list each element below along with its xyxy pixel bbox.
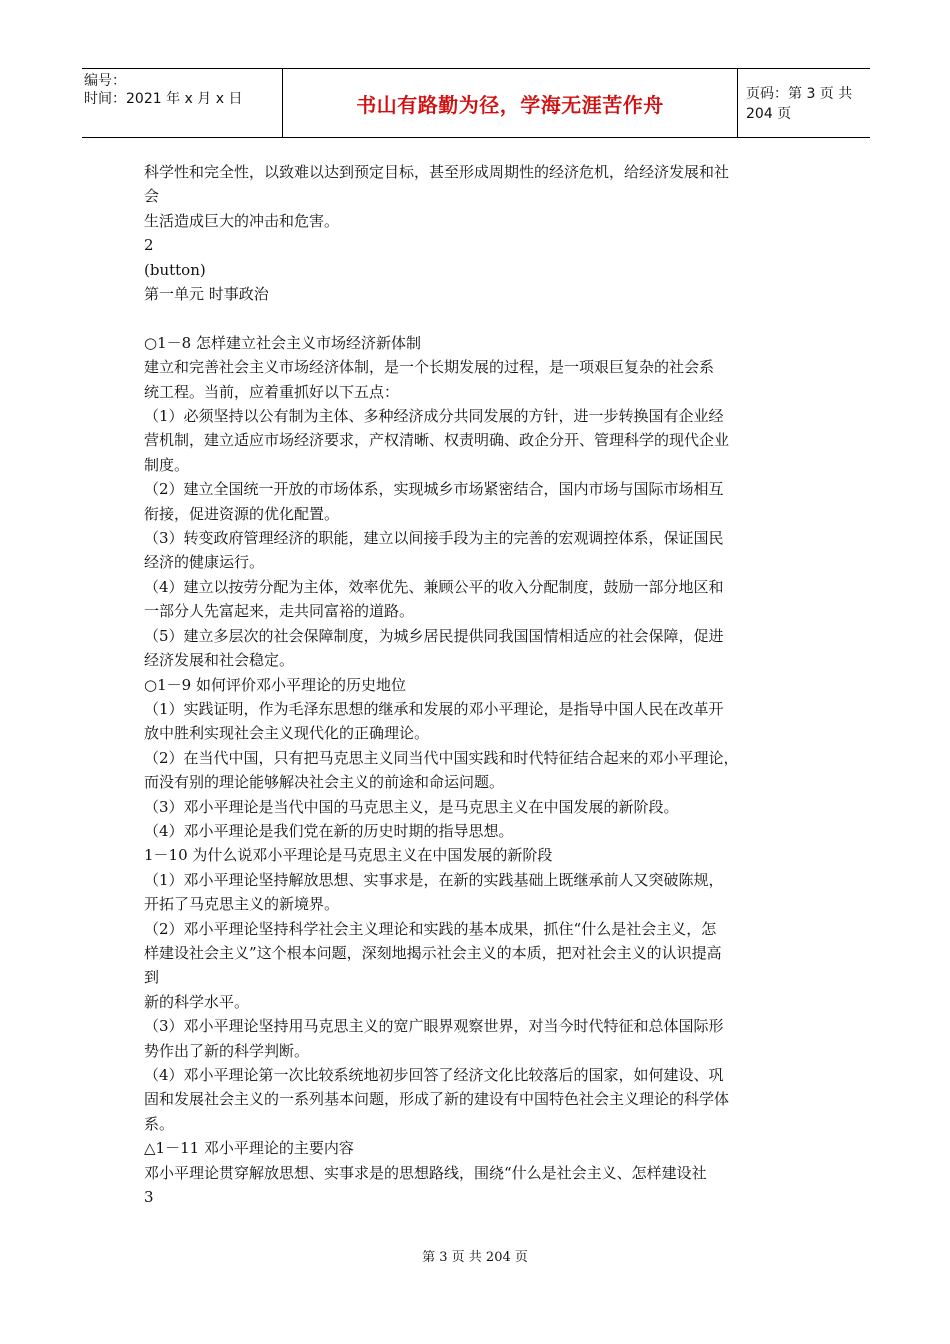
text-line: 统工程。当前，应着重抓好以下五点： [144,382,400,401]
number-label: 编号： [84,73,126,89]
text-line: 第一单元 时事政治 [144,285,269,304]
text-line: 而没有别的理论能够解决社会主义的前途和命运问题。 [144,773,505,792]
text-line: 到 [144,968,160,987]
text-line: △1－11 邓小平理论的主要内容 [144,1139,354,1158]
page-footer [0,1246,950,1265]
text-line: 科学性和完全性，以致难以达到预定目标，甚至形成周期性的经济危机，给经济发展和社 [144,163,730,181]
text-line: 一部分人先富起来，走共同富裕的道路。 [144,602,415,621]
text-line: 制度。 [144,455,190,474]
header-motto-cell [282,69,738,137]
text-line: （2）邓小平理论坚持科学社会主义理论和实践的基本成果，抓住“什么是社会主义，怎 [144,919,717,938]
text-line: （2）建立全国统一开放的市场体系，实现城乡市场紧密结合，国内市场与国际市场相互 [144,480,724,499]
blank-line [144,306,814,330]
text-line: 邓小平理论贯穿解放思想、实事求是的思想路线，围绕“什么是社会主义、怎样建设社 [144,1163,707,1182]
text-line: 样建设社会主义”这个根本问题，深刻地揭示社会主义的本质，把对社会主义的认识提高 [144,943,722,962]
text-line: 系。 [144,1114,175,1133]
header-page-info-cell [738,69,870,137]
text-line: （3）邓小平理论坚持用马克思主义的宽广眼界观察世界，对当今时代特征和总体国际形 [144,1017,724,1036]
page-header [82,68,870,138]
text-line: （4）邓小平理论第一次比较系统地初步回答了经济文化比较落后的国家，如何建设、巩 [144,1066,724,1085]
text-line: 新的科学水平。 [144,992,250,1011]
header-meta [82,69,282,137]
document-body [144,160,814,1209]
text-line: 会 [144,187,160,206]
text-line: （4）建立以按劳分配为主体，效率优先、兼顾公平的收入分配制度，鼓励一部分地区和 [144,577,724,596]
text-line: （1）必须坚持以公有制为主体、多种经济成分共同发展的方针，进一步转换国有企业经 [144,407,724,426]
text-line: （3）邓小平理论是当代中国的马克思主义，是马克思主义在中国发展的新阶段。 [144,797,679,816]
text-line: 建立和完善社会主义市场经济体制，是一个长期发展的过程，是一项艰巨复杂的社会系 [144,358,715,377]
text-line: 营机制，建立适应市场经济要求，产权清晰、权责明确、政企分开、管理科学的现代企业 [144,431,730,450]
text-line: 经济的健康运行。 [144,553,265,572]
text-line: 衔接，促进资源的优化配置。 [144,504,340,523]
text-line: （4）邓小平理论是我们党在新的历史时期的指导思想。 [144,821,514,840]
time-label: 时间：2021 年 x 月 x 日 [84,91,243,107]
text-line: （3）转变政府管理经济的职能，建立以间接手段为主的完善的宏观调控体系，保证国民 [144,529,724,548]
page-info: 页码：第 3 页 共 204 页 [746,86,853,122]
text-line: （1）邓小平理论坚持解放思想、实事求是，在新的实践基础上既继承前人又突破陈规， [144,870,724,889]
footer-page-number: 第 3 页 共 204 页 [422,1250,528,1265]
text-line: （1）实践证明，作为毛泽东思想的继承和发展的邓小平理论，是指导中国人民在改革开 [144,699,724,718]
text-line: 1－10 为什么说邓小平理论是马克思主义在中国发展的新阶段 [144,846,553,865]
text-line: 生活造成巨大的冲击和危害。 [144,211,340,230]
text-line: 固和发展社会主义的一系列基本问题，形成了新的建设有中国特色社会主义理论的科学体 [144,1090,730,1109]
motto: 书山有路勤为径，学海无涯苦作舟 [356,92,664,117]
text-line: 2 [144,236,154,255]
text-line: 经济发展和社会稳定。 [144,651,295,670]
text-line: ○1－8 怎样建立社会主义市场经济新体制 [144,333,421,352]
text-line: 开拓了马克思主义的新境界。 [144,895,340,914]
text-line: 放中胜利实现社会主义现代化的正确理论。 [144,724,430,743]
text-line: （5）建立多层次的社会保障制度，为城乡居民提供同我国国情相适应的社会保障，促进 [144,626,724,645]
text-line: (button) [144,260,206,279]
text-line: 3 [144,1188,154,1207]
text-line: ○1－9 如何评价邓小平理论的历史地位 [144,675,406,694]
text-line: （2）在当代中国，只有把马克思主义同当代中国实践和时代特征结合起来的邓小平理论， [144,748,739,767]
text-line: 势作出了新的科学判断。 [144,1041,310,1060]
